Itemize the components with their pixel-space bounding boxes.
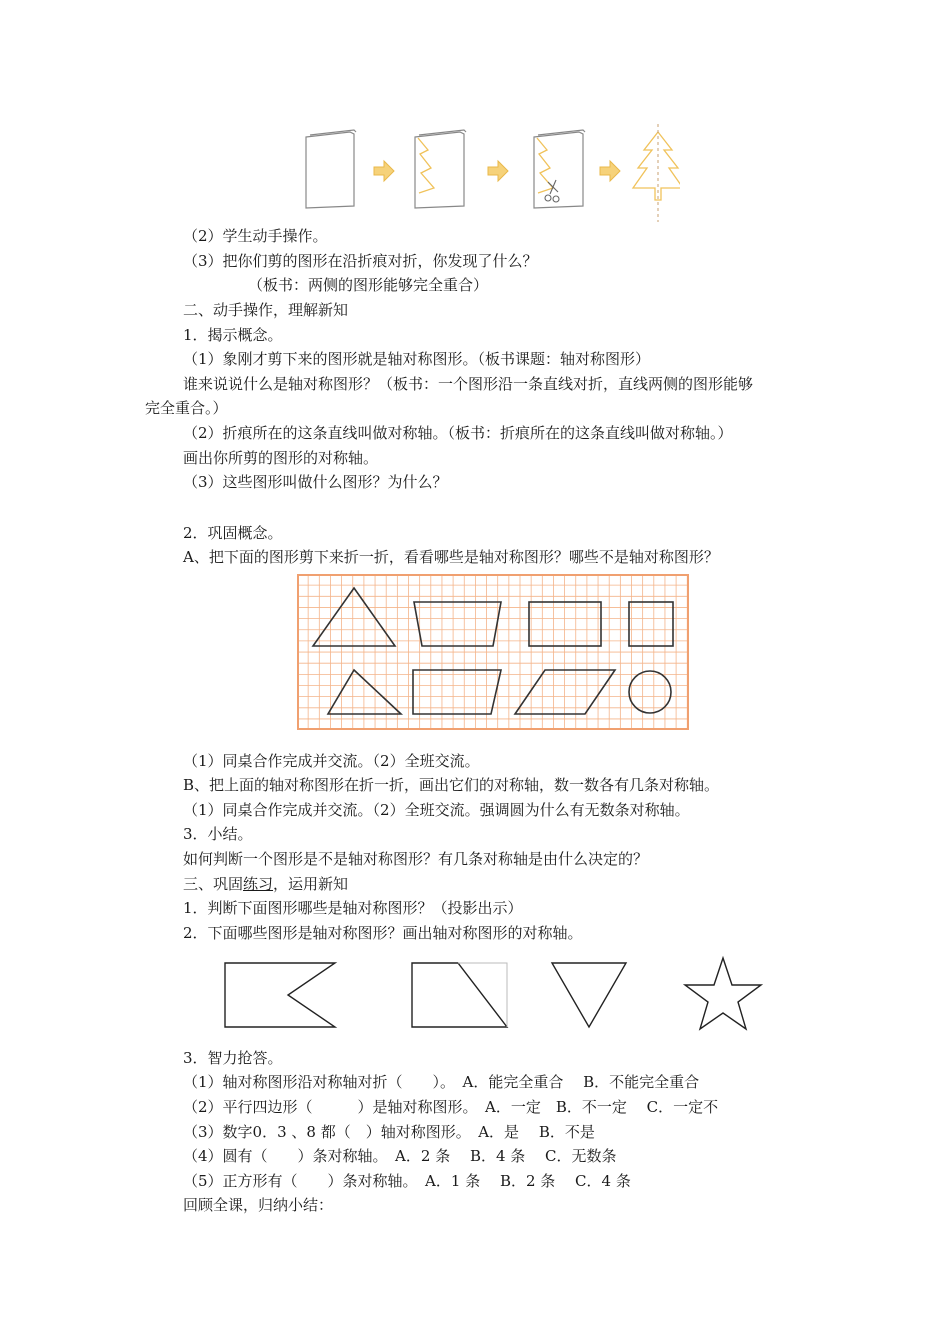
notched-rectangle-shape (225, 963, 335, 1027)
folded-paper-1 (306, 130, 356, 208)
quiz-item: （2）平行四边形（ ）是轴对称图形。 A．一定 B．不一定 C．一定不 (183, 1098, 719, 1116)
text-line: （1）同桌合作完成并交流。（2）全班交流。强调圆为什么有无数条对称轴。 (183, 801, 690, 819)
exercise-shapes-figure (218, 955, 778, 1035)
text-line: （1）同桌合作完成并交流。（2）全班交流。 (183, 752, 480, 770)
text-line: B、把上面的轴对称图形在折一折，画出它们的对称轴，数一数各有几条对称轴。 (183, 776, 720, 794)
text-line: （板书：两侧的图形能够完全重合） (248, 276, 489, 294)
arrow-icon (600, 161, 620, 181)
text-line: 画出你所剪的图形的对称轴。 (183, 449, 379, 467)
folded-paper-2 (415, 130, 466, 208)
trapezoid-shape (414, 602, 501, 646)
square-shape (629, 602, 673, 646)
quiz-item: （3）数字0．3 、8 都（ ）轴对称图形。 A．是 B．不是 (183, 1123, 595, 1141)
text-line: 2．巩固概念。 (183, 524, 283, 542)
folded-paper-3 (534, 130, 585, 208)
text-line: 3．小结。 (183, 825, 253, 843)
underlined-link-text: 练习 (243, 875, 274, 893)
grid-shapes-figure (297, 574, 689, 730)
text-line: 完全重合。） (145, 399, 228, 417)
text-line: 1．揭示概念。 (183, 326, 283, 344)
cut-rectangle-shape (412, 963, 507, 1027)
heading-part: 三、巩固 (183, 875, 244, 893)
inverted-triangle-shape (552, 963, 626, 1027)
text-line: （2）学生动手操作。 (183, 227, 328, 245)
section-heading (183, 873, 348, 895)
text-line: A、把下面的图形剪下来折一折，看看哪些是轴对称图形？哪些不是轴对称图形？ (183, 548, 719, 566)
text-line: 2．下面哪些图形是轴对称图形？画出轴对称图形的对称轴。 (183, 924, 583, 942)
quiz-item: （1）轴对称图形沿对称轴对折（ ）。 A．能完全重合 B．不能完全重合 (183, 1073, 700, 1091)
quiz-item: （5）正方形有（ ）条对称轴。 A．1 条 B．2 条 C．4 条 (183, 1172, 631, 1190)
text-line: 如何判断一个图形是不是轴对称图形？有几条对称轴是由什么决定的？ (183, 850, 649, 868)
text-line: 回顾全课，归纳小结： (183, 1196, 334, 1214)
arrow-icon (488, 161, 508, 181)
text-line: （3）把你们剪的图形在沿折痕对折，你发现了什么？ (183, 252, 538, 270)
text-line: （2）折痕所在的这条直线叫做对称轴。（板书：折痕所在的这条直线叫做对称轴。） (183, 424, 733, 442)
fold-cut-illustration (300, 120, 680, 225)
arrow-icon (374, 161, 394, 181)
triangle-shape (313, 588, 395, 646)
text-line: 3．智力抢答。 (183, 1049, 283, 1067)
text-line: （1）象刚才剪下来的图形就是轴对称图形。（板书课题：轴对称图形） (183, 350, 651, 368)
tree-shape (633, 132, 680, 200)
section-heading: 二、动手操作，理解新知 (183, 301, 349, 319)
heading-part: ，运用新知 (273, 875, 349, 893)
star-shape (685, 958, 761, 1029)
text-line: 谁来说说什么是轴对称图形？（板书：一个图形沿一条直线对折，直线两侧的图形能够 (183, 375, 754, 393)
text-line: （3）这些图形叫做什么图形？为什么？ (183, 473, 448, 491)
quiz-item: （4）圆有（ ）条对称轴。 A．2 条 B．4 条 C．无数条 (183, 1147, 617, 1165)
text-line: 1．判断下面图形哪些是轴对称图形？（投影出示） (183, 899, 523, 917)
